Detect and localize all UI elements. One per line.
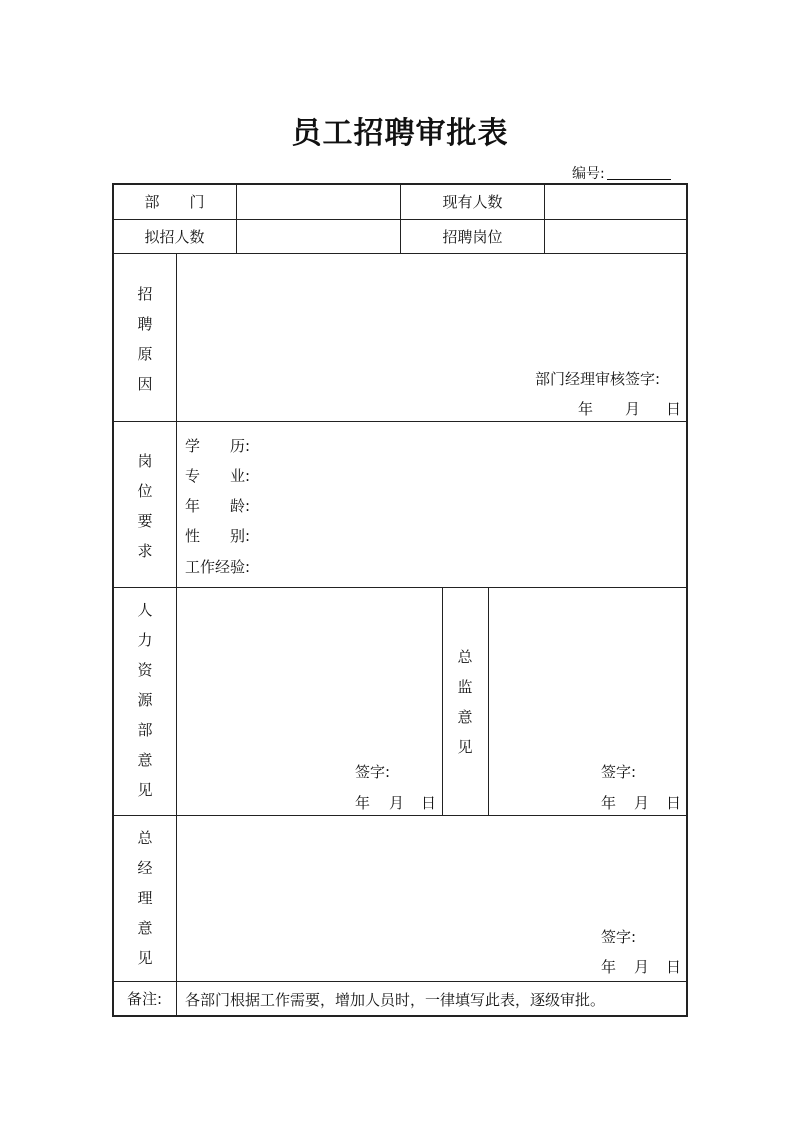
date-day: 日 [421,794,437,812]
reason-label [130,279,160,399]
row-divider [112,253,688,254]
date-year: 年 [578,400,594,418]
date-month: 月 [625,400,641,418]
date-month: 月 [634,958,650,976]
director-sign-label: 签字: [601,763,637,781]
requirement-gender: 性 别: [185,527,251,545]
hr-sign-label: 签字: [355,763,391,781]
requirements-label-char: 求 [137,542,153,560]
hr-label-char: 资 [137,661,153,679]
hr-label-char: 意 [137,751,153,769]
date-day: 日 [666,400,682,418]
date-year: 年 [355,794,371,812]
hr-label-char: 部 [137,721,153,739]
requirements-label-char: 要 [137,512,153,530]
requirements-label-char: 岗 [137,452,153,470]
hr-label-char: 源 [137,691,153,709]
requirements-label-char: 位 [137,482,153,500]
label-col-divider [176,253,177,1017]
hr-label-char: 力 [137,631,153,649]
row-divider [112,815,688,816]
remark-text: 各部门根据工作需要，增加人员时，一律填写此表，逐级审批。 [185,991,606,1009]
serial-number [572,163,671,183]
remark-label: 备注: [126,990,163,1008]
planned-hires-field[interactable] [237,220,400,253]
planned-hires-label: 拟招人数 [144,228,205,246]
row-divider [112,981,688,982]
hr-label-char: 见 [137,781,153,799]
reason-label-char: 因 [137,375,153,393]
director-label-char: 意 [457,708,473,726]
serial-blank[interactable] [607,165,671,180]
director-opinion-field[interactable] [490,589,686,749]
date-year: 年 [601,958,617,976]
reason-label-char: 聘 [137,315,153,333]
date-year: 年 [601,794,617,812]
serial-label: 编号: [572,166,605,182]
position-label: 招聘岗位 [442,228,503,246]
gm-label-char: 总 [137,829,153,847]
department-field[interactable] [237,184,400,219]
director-label-char: 见 [457,738,473,756]
form-title: 员工招聘审批表 [291,116,509,151]
gm-label-char: 意 [137,919,153,937]
gm-label-char: 见 [137,949,153,967]
row-divider [112,587,688,588]
requirement-education: 学 历: [185,437,251,455]
date-month: 月 [389,794,405,812]
col-divider [488,587,489,815]
date-month: 月 [634,794,650,812]
gm-opinion-field[interactable] [178,817,686,917]
current-headcount-label: 现有人数 [442,193,503,211]
reason-label-char: 招 [137,285,153,303]
requirement-major: 专 业: [185,467,251,485]
reason-label-char: 原 [137,345,153,363]
hr-opinion-field[interactable] [178,589,440,749]
reason-field[interactable] [178,255,686,365]
col-divider [442,587,443,815]
department-label: 部 门 [144,193,205,211]
director-label [450,642,480,762]
position-field[interactable] [545,220,687,253]
director-label-char: 监 [457,678,473,696]
requirement-age: 年 龄: [185,497,251,515]
gm-label [130,823,160,973]
requirement-experience: 工作经验: [185,558,251,576]
date-day: 日 [666,794,682,812]
director-label-char: 总 [457,648,473,666]
date-day: 日 [666,958,682,976]
current-headcount-field[interactable] [545,184,687,219]
gm-label-char: 理 [137,889,153,907]
row-divider [112,421,688,422]
manager-sign-label: 部门经理审核签字: [535,370,661,388]
hr-label-char: 人 [137,601,153,619]
gm-label-char: 经 [137,859,153,877]
hr-label [130,595,160,805]
requirements-label [130,446,160,566]
gm-sign-label: 签字: [601,928,637,946]
